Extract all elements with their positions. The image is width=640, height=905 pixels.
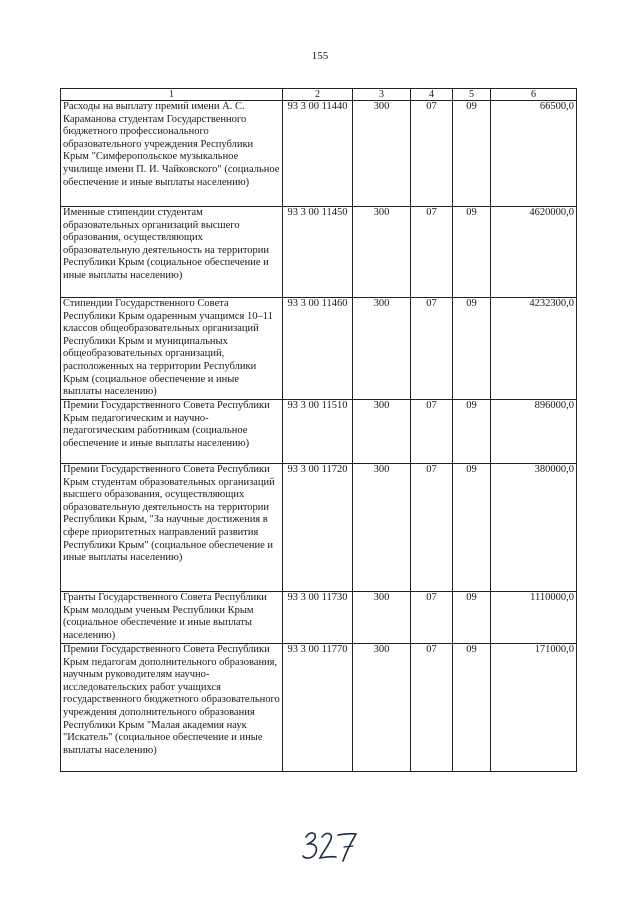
row-description: Гранты Государственного Совета Республики Крым молодым ученым Республики Крым (социальное обеспечение и иные выплаты населению) [61, 592, 283, 644]
row-column-4: 07 [411, 207, 453, 298]
row-column-4: 07 [411, 298, 453, 400]
row-description: Премии Государственного Совета Республики Крым педагогам дополнительного образования, научным руководителям научно-исследовательских работ учащихся государственного бюджетного образовательного учреждения дополнительного образования Республики Крым "Малая академия наук "Искатель" (социальное обеспечение и иные выплаты населению) [61, 644, 283, 772]
row-amount: 66500,0 [491, 101, 577, 207]
row-column-3: 300 [353, 207, 411, 298]
row-column-4: 07 [411, 464, 453, 592]
row-description: Именные стипендии студентам образовательных организаций высшего образования, осуществляющих образовательную деятельность на территории Республики Крым (социальное обеспечение и иные выплаты населению) [61, 207, 283, 298]
row-code: 93 3 00 11510 [283, 400, 353, 464]
table-header-row [61, 89, 577, 101]
column-header: 5 [453, 89, 491, 101]
row-description: Расходы на выплату премий имени А. С. Караманова студентам Государственного бюджетного профессионального образовательного учреждения Республики Крым "Симферопольское музыкальное училище имени П. И. Чайковского" (социальное обеспечение и иные выплаты населению) [61, 101, 283, 207]
row-code: 93 3 00 11720 [283, 464, 353, 592]
row-amount: 1110000,0 [491, 592, 577, 644]
row-amount: 4620000,0 [491, 207, 577, 298]
row-amount: 896000,0 [491, 400, 577, 464]
column-header: 4 [411, 89, 453, 101]
table-row [61, 101, 577, 207]
budget-table [60, 88, 577, 772]
row-column-5: 09 [453, 464, 491, 592]
row-column-5: 09 [453, 592, 491, 644]
row-amount: 4232300,0 [491, 298, 577, 400]
row-column-3: 300 [353, 464, 411, 592]
row-column-4: 07 [411, 644, 453, 772]
column-header: 3 [353, 89, 411, 101]
row-column-4: 07 [411, 400, 453, 464]
row-column-3: 300 [353, 101, 411, 207]
row-column-5: 09 [453, 400, 491, 464]
table-row [61, 464, 577, 592]
row-column-5: 09 [453, 298, 491, 400]
row-column-3: 300 [353, 400, 411, 464]
row-amount: 380000,0 [491, 464, 577, 592]
row-code: 93 3 00 11450 [283, 207, 353, 298]
row-column-3: 300 [353, 298, 411, 400]
row-description: Премии Государственного Совета Республики Крым педагогическим и научно-педагогическим работникам (социальное обеспечение и иные выплаты населению) [61, 400, 283, 464]
row-column-3: 300 [353, 644, 411, 772]
row-description: Премии Государственного Совета Республики Крым студентам образовательных организаций высшего образования, осуществляющих образовательную деятельность на территории Республики Крым, "За научные достижения в сфере приоритетных направлений развития Республики Крым" (социальное обеспечение и иные выплаты населению) [61, 464, 283, 592]
column-header: 2 [283, 89, 353, 101]
row-description: Стипендии Государственного Совета Республики Крым одаренным учащимся 10–11 классов общеобразовательных организаций Республики Крым и муниципальных общеобразовательных организаций, расположенных на территории Республики Крым (социальное обеспечение и иные выплаты населению) [61, 298, 283, 400]
column-header: 6 [491, 89, 577, 101]
table-row [61, 592, 577, 644]
handwritten-folio-number [300, 828, 360, 864]
table-row [61, 298, 577, 400]
row-code: 93 3 00 11440 [283, 101, 353, 207]
row-column-5: 09 [453, 207, 491, 298]
page-number: 155 [311, 50, 329, 62]
table-row [61, 400, 577, 464]
table-row [61, 207, 577, 298]
table-row [61, 644, 577, 772]
row-column-5: 09 [453, 644, 491, 772]
row-column-5: 09 [453, 101, 491, 207]
column-header: 1 [61, 89, 283, 101]
row-code: 93 3 00 11730 [283, 592, 353, 644]
row-amount: 171000,0 [491, 644, 577, 772]
row-column-4: 07 [411, 101, 453, 207]
row-code: 93 3 00 11770 [283, 644, 353, 772]
row-column-4: 07 [411, 592, 453, 644]
row-code: 93 3 00 11460 [283, 298, 353, 400]
row-column-3: 300 [353, 592, 411, 644]
